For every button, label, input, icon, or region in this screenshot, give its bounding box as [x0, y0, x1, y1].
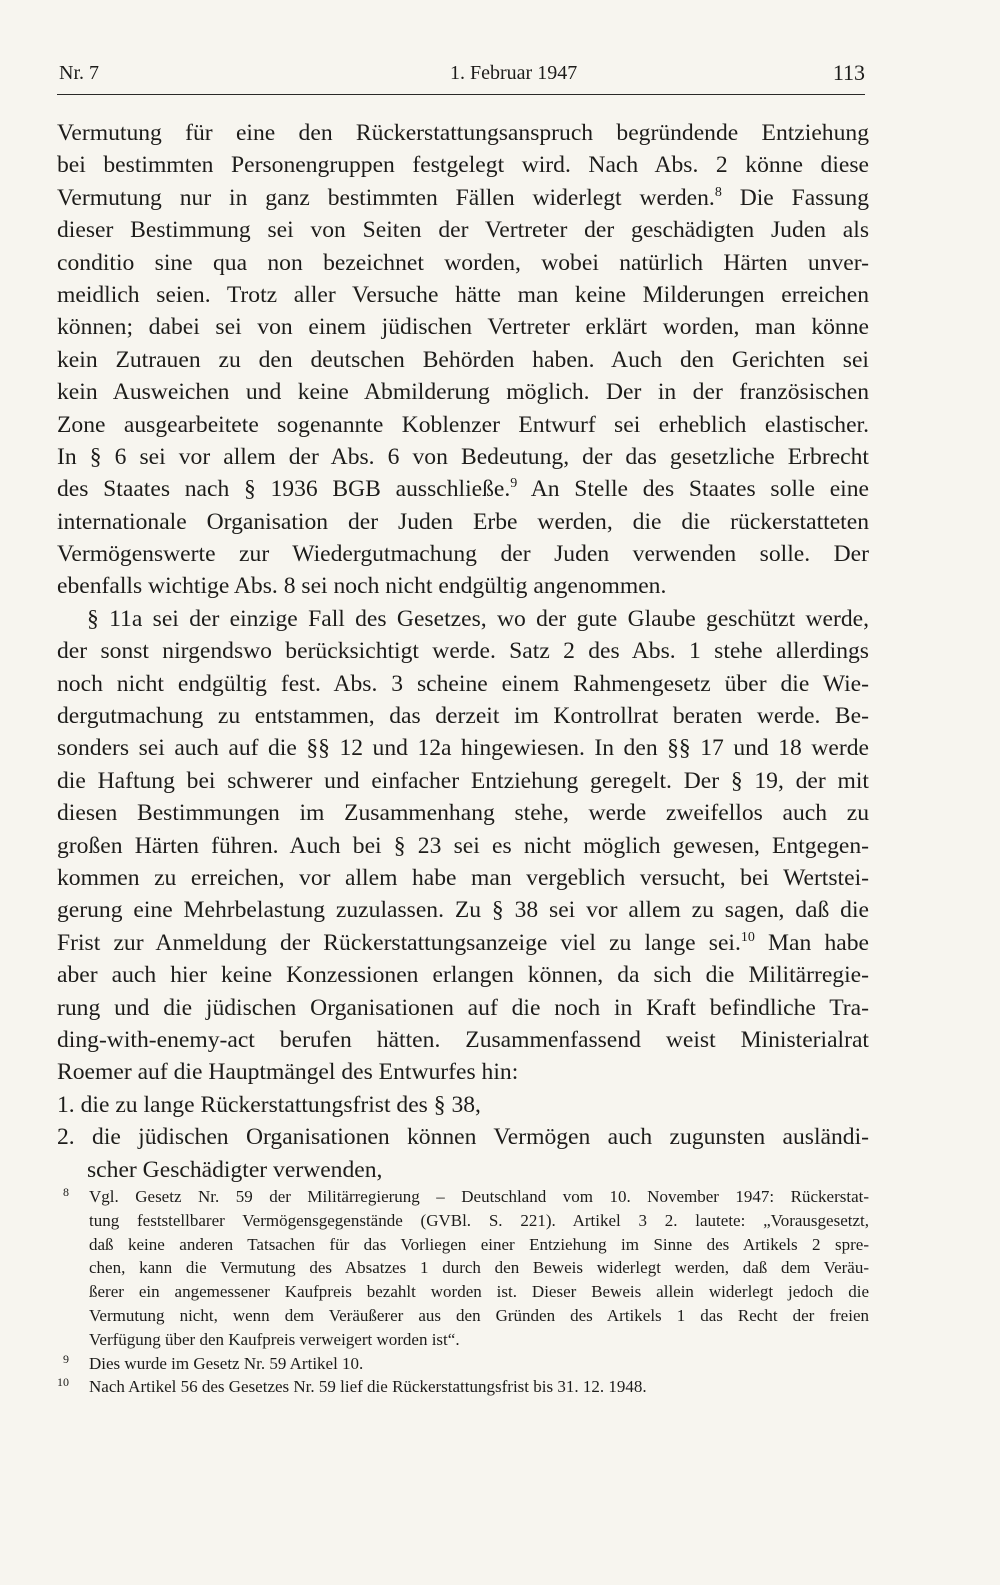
text-line: meidlich seien. Trotz aller Versuche hätte man keine Milderungen erreichen: [57, 281, 869, 308]
footnote-line: Vgl. Gesetz Nr. 59 der Militärregierung – Deutschland vom 10. November 1947: Rückerstat-: [89, 1187, 869, 1206]
text-line: In § 6 sei vor allem der Abs. 6 von Bedeutung, der das gesetzliche Erbrecht: [57, 443, 869, 470]
footnote-line: Vermutung nicht, wenn dem Veräußerer aus den Gründen des Artikels 1 das Recht der freien: [89, 1305, 869, 1325]
footnote-number: 9: [63, 1351, 69, 1366]
page-number: 113: [832, 60, 865, 85]
list-item: 2. die jüdischen Organisationen können Vermögen auch zugunsten ausländi-: [57, 1124, 869, 1151]
text-line: sonders sei auch auf die §§ 12 und 12a hingewiesen. In den §§ 17 und 18 werde: [57, 735, 869, 762]
body-text: [57, 117, 869, 1186]
text-line: Frist zur Anmeldung der Rückerstattungsanzeige viel zu lange sei.$^{10}$ Man habe: [57, 929, 869, 956]
paragraph-2: [57, 603, 869, 1089]
text-line: bei bestimmten Personengruppen festgelegt wird. Nach Abs. 2 könne diese: [57, 152, 869, 179]
text-line: kein Ausweichen und keine Abmilderung möglich. Der in der französischen: [57, 379, 869, 406]
footnote-line: ßerer ein angemessener Kaufpreis bezahlt worden ist. Dieser Beweis allein widerlegt jedoch die: [89, 1282, 869, 1302]
text-line: rung und die jüdischen Organisationen auf die noch in Kraft befindliche Tra-: [57, 994, 869, 1021]
text-line: Vermutung für eine den Rückerstattungsanspruch begründende Entziehung: [57, 120, 869, 146]
footnote-line: Verfügung über den Kaufpreis verweigert worden ist“.: [89, 1329, 460, 1349]
footnote-8: [57, 1185, 869, 1352]
issue-number: Nr. 7: [59, 62, 99, 84]
footnote-10: [57, 1375, 869, 1399]
footnote-line: Nach Artikel 56 des Gesetzes Nr. 59 lief die Rückerstattungsfrist bis 31. 12. 1948.: [89, 1377, 647, 1397]
text-line: kein Zutrauen zu den deutschen Behörden haben. Auch den Gerichten sei: [57, 346, 869, 373]
footnote-line: Dies wurde im Gesetz Nr. 59 Artikel 10.: [89, 1353, 364, 1373]
text-line: dieser Bestimmung sei von Seiten der Vertreter der geschädigten Juden als: [57, 217, 869, 244]
footnote-ref-10: 10: [740, 929, 755, 945]
paragraph-1: [57, 117, 869, 603]
text-line: Vermögenswerte zur Wiedergutmachung der Juden verwenden solle. Der: [57, 541, 869, 568]
text-line: großen Härten führen. Auch bei § 23 sei es nicht möglich gewesen, Entgegen-: [57, 832, 869, 859]
text-line: diesen Bestimmungen im Zusammenhang stehe, werde zweifellos auch zu: [57, 800, 869, 827]
numbered-list: [57, 1089, 869, 1186]
footnote-number: 10: [57, 1375, 69, 1390]
footnote-ref-8: 8: [714, 184, 722, 200]
list-item: 1. die zu lange Rückerstattungsfrist des § 38,: [57, 1091, 481, 1118]
text-line: ding-with-enemy-act berufen hätten. Zusammenfassend weist Ministerialrat: [57, 1026, 869, 1053]
footnote-9: [57, 1352, 869, 1376]
text-line: Vermutung nur in ganz bestimmten Fällen widerlegt werden.$^8$ Die Fassung: [57, 184, 869, 211]
text-line: conditio sine qua non bezeichnet worden, wobei natürlich Härten unver-: [57, 249, 869, 276]
footnote-line: daß keine anderen Tatsachen für das Vorliegen einer Entziehung im Sinne des Artikels 2 spre-: [89, 1234, 869, 1254]
text-line: noch nicht endgültig fest. Abs. 3 scheine einem Rahmengesetz über die Wie-: [57, 670, 869, 697]
text-line: Zone ausgearbeitete sogenannte Koblenzer Entwurf sei erheblich elastischer.: [57, 411, 869, 438]
text-line: aber auch hier keine Konzessionen erlangen können, da sich die Militärregie-: [57, 962, 869, 989]
text-line: Roemer auf die Hauptmängel des Entwurfes hin:: [57, 1059, 519, 1086]
text-line: gerung eine Mehrbelastung zuzulassen. Zu § 38 sei vor allem zu sagen, daß die: [57, 897, 869, 924]
text-line: des Staates nach § 1936 BGB ausschließe.$^9$ An Stelle des Staates solle eine: [57, 476, 869, 503]
list-item-continuation: scher Geschädigter verwenden,: [87, 1156, 383, 1183]
footnotes: [57, 1185, 869, 1399]
footnote-line: chen, kann die Vermutung des Absatzes 1 durch den Beweis widerlegt werden, daß dem Veräu-: [89, 1258, 869, 1278]
footnote-ref-9: 9: [510, 476, 518, 492]
text-line: die Haftung bei schwerer und einfacher Entziehung geregelt. Der § 19, der mit: [57, 767, 869, 794]
page-header: [57, 60, 865, 95]
text-line: der sonst nirgendswo berücksichtigt werde. Satz 2 des Abs. 1 stehe allerdings: [57, 638, 869, 665]
text-line: kommen zu erreichen, vor allem habe man vergeblich versucht, bei Wertstei-: [57, 864, 869, 891]
text-line: ebenfalls wichtige Abs. 8 sei noch nicht endgültig angenommen.: [57, 573, 667, 600]
text-line: § 11a sei der einzige Fall des Gesetzes, wo der gute Glaube geschützt werde,: [87, 605, 869, 632]
footnote-line: tung feststellbarer Vermögensgegenstände (GVBl. S. 221). Artikel 3 2. lautete: „Vorausgesetzt,: [89, 1210, 869, 1230]
text-line: dergutmachung zu entstammen, das derzeit im Kontrollrat beraten werde. Be-: [57, 703, 869, 730]
text-line: können; dabei sei von einem jüdischen Vertreter erklärt worden, man könne: [57, 314, 869, 341]
issue-date: 1. Februar 1947: [450, 62, 578, 84]
text-line: internationale Organisation der Juden Erbe werden, die die rückerstatteten: [57, 508, 869, 535]
footnote-number: 8: [63, 1185, 69, 1199]
